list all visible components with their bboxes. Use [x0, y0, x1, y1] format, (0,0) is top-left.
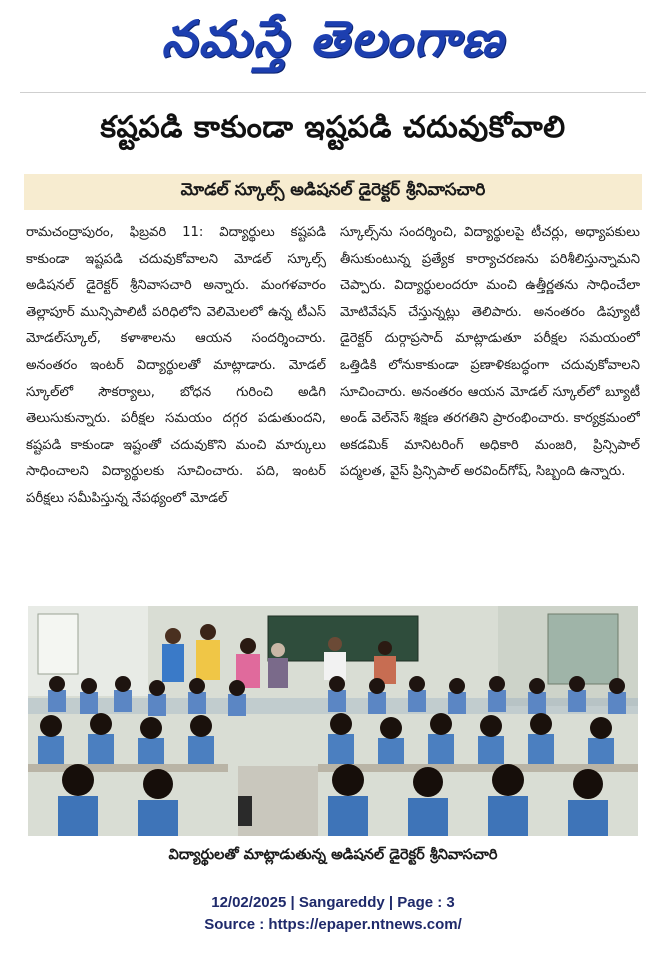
caption-text: విద్యార్థులతో మాట్లాడుతున్న అడిషనల్ డైరెక్టర్ శ్రీనివాసచారి [168, 847, 498, 863]
article-subhead [24, 174, 642, 210]
column-left-text: రామచంద్రాపురం, ఫిబ్రవరి 11: విద్యార్థులు కష్టపడి కాకుండా ఇష్టపడి చదువుకోవాలని మోడల్ స్కూల్స్ అడిషనల్ డైరెక్టర్ శ్రీనివాసచారి అన్నారు. మంగళవారం తెల్లాపూర్ మున్సిపాలిటీ పరిధిలోని వెలిమెలలో ఉన్న టీఎస్ మోడల్‌స్కూల్, కళాశాలను ఆయన సందర్శించారు. అనంతరం ఇంటర్ విద్యార్థులతో మాట్లాడారు. మోడల్ స్కూల్‌లో సౌకర్యాలు, బోధన గురించి అడిగి తెలుసుకున్నారు. పరీక్షల సమయం దగ్గర పడుతుందని, కష్టపడి కాకుండా ఇష్టంతో చదువుకొని మంచి మార్కులు సాధించాలని విద్యార్థులకు సూచించారు. పది, ఇంటర్ పరీక్షలు సమీపిస్తున్న నేపథ్యంలో మోడల్ [26, 225, 326, 506]
photo-caption [20, 842, 646, 872]
classroom-photo-illustration [28, 606, 638, 836]
subhead-text: మోడల్ స్కూల్స్ అడిషనల్ డైరెక్టర్ శ్రీనివాసచారి [180, 180, 486, 200]
masthead [20, 4, 646, 86]
article-headline [20, 92, 646, 168]
classroom-photo [28, 606, 638, 836]
article-body [26, 220, 640, 596]
headline-text: కష్టపడి కాకుండా ఇష్టపడి చదువుకోవాలి [100, 109, 566, 145]
column-right-text: స్కూల్స్‌ను సందర్శించి, విద్యార్థులపై టీచర్లు, అధ్యాపకులు తీసుకుంటున్న ప్రత్యేక కార్యాచరణను పరిశీలిస్తున్నామని చెప్పారు. విద్యార్థులందరూ మంచి ఉత్తీర్ణతను సాధించేలా మోటివేషన్ చేస్తున్నట్లు తెలిపారు. అనంతరం డిప్యూటీ డైరెక్టర్ దుర్గాప్రసాద్ మాట్లాడుతూ పరీక్షల సమయంలో ఒత్తిడికి లోనుకాకుండా ప్రణాళికబద్ధంగా చదువుకోవాలని సూచించారు. అనంతరం ఆయన మోడల్ స్కూల్‌లో బ్యూటీ అండ్ వెల్‌నెస్ శిక్షణ తరగతిని ప్రారంభించారు. కార్యక్రమంలో అకడమిక్ మానిటరింగ్ అధికారి మంజరి, ప్రిన్సిపాల్ పద్మలత, వైస్ ప్రిన్సిపాల్ అరవింద్‌గోష్, సిబ్బంది ఉన్నారు. [340, 225, 640, 480]
epaper-footer [0, 892, 666, 936]
column-right [340, 220, 640, 596]
masthead-title: నమస్తే తెలంగాణ [161, 9, 505, 68]
footer-date-edition-page: 12/02/2025 | Sangareddy | Page : 3 [211, 894, 455, 911]
newspaper-clipping [20, 0, 646, 876]
footer-source-link[interactable]: Source : https://epaper.ntnews.com/ [204, 916, 462, 933]
column-left [26, 220, 326, 596]
